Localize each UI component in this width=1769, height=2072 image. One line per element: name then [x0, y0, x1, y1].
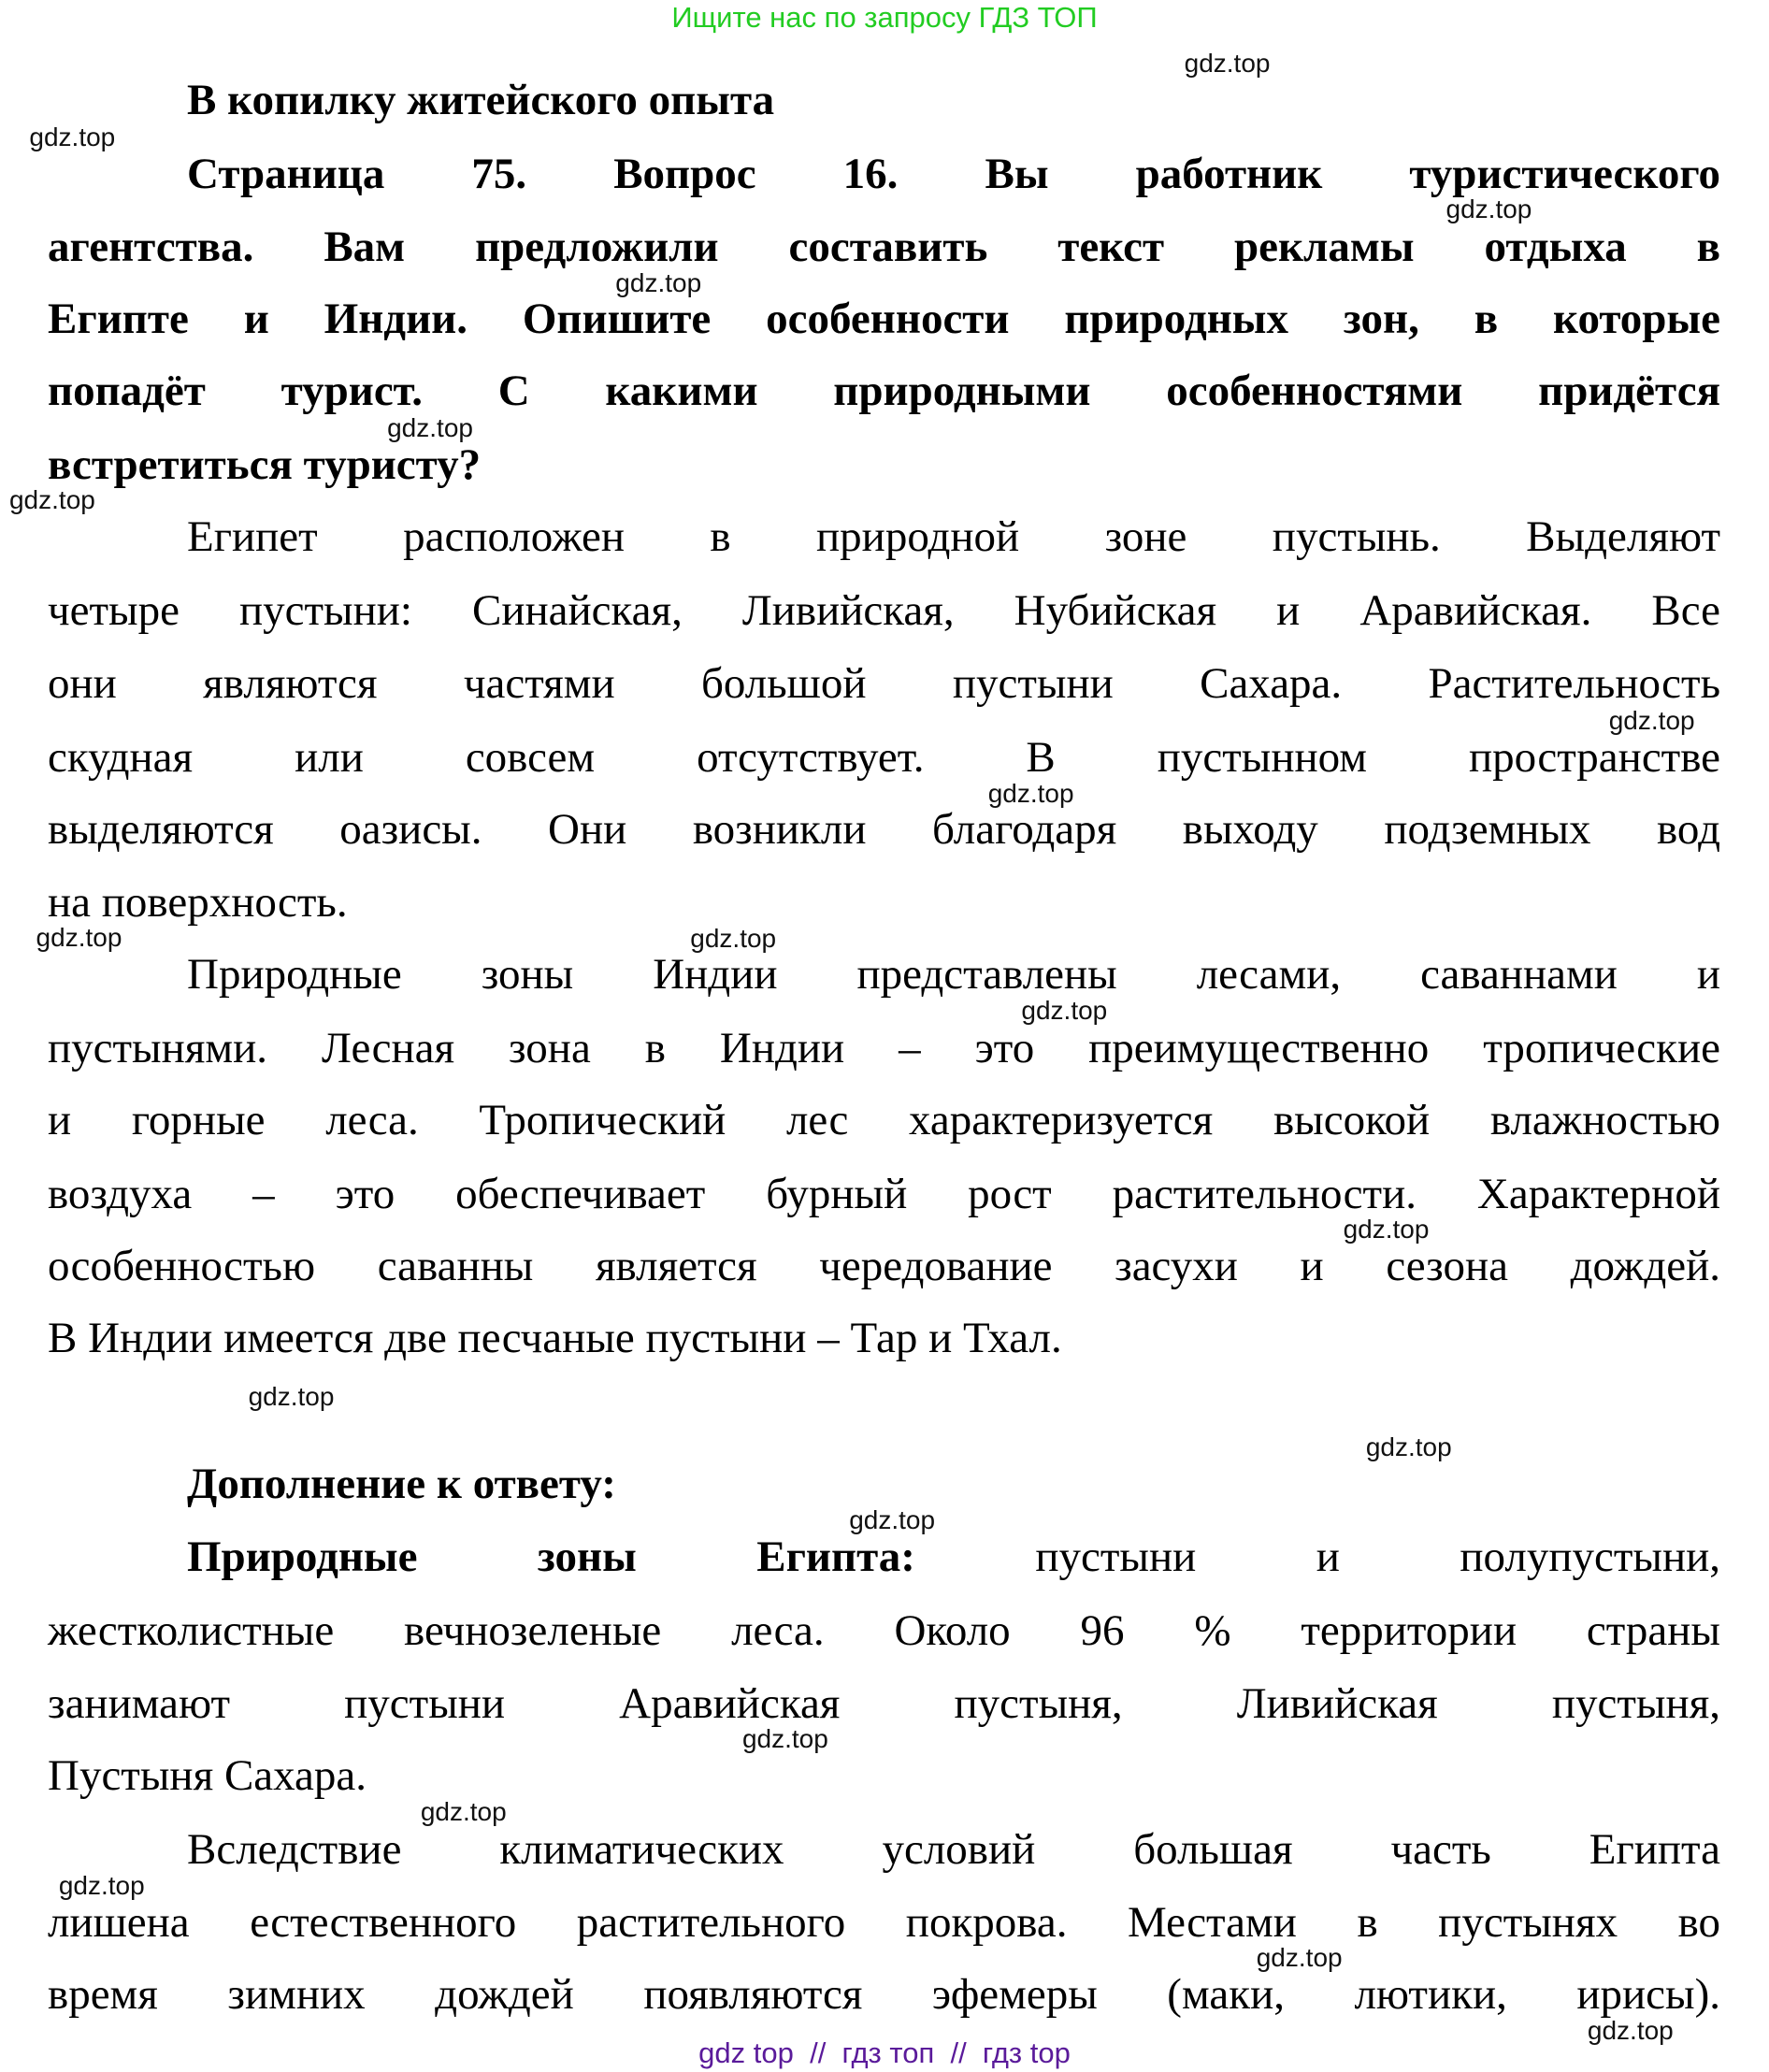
text-line — [187, 76, 1720, 125]
watermark: gdz.top — [849, 1504, 936, 1534]
text: скудная или совсем отсутствует. В пустынном пространстве — [48, 732, 1720, 782]
text-line — [48, 585, 1720, 635]
watermark: gdz.top — [29, 122, 116, 151]
watermark: gdz.top — [36, 923, 122, 953]
text-line — [48, 1970, 1720, 2020]
text-line — [187, 1532, 1721, 1582]
text: и горные леса. Тропический лес характеризуется высокой влажностью — [48, 1096, 1720, 1145]
watermark: gdz.top — [1256, 1943, 1343, 1973]
text-line — [48, 878, 1720, 928]
watermark: gdz.top — [1184, 49, 1271, 79]
text-line — [187, 1461, 1720, 1506]
text: занимают пустыни Аравийская пустыня, Ливийская пустыня, — [48, 1679, 1720, 1729]
text: особенностью саванны является чередование засухи и сезона дождей. — [48, 1241, 1720, 1290]
text-line — [48, 1605, 1720, 1655]
watermark: gdz.top — [1021, 995, 1108, 1025]
text: время зимних дождей появляются эфемеры (маки, лютики, ирисы). — [48, 1970, 1720, 2020]
text: воздуха – это обеспечивает бурный рост растительности. Характерной — [48, 1169, 1720, 1218]
text-line — [48, 804, 1720, 854]
watermark: gdz.top — [387, 413, 473, 443]
text-line — [48, 1679, 1720, 1729]
text: жестколистные вечнозеленые леса. Около 96 % территории страны — [48, 1605, 1720, 1655]
text: на поверхность. — [48, 878, 348, 928]
text: лишена естественного растительного покрова. Местами в пустынях во — [48, 1898, 1720, 1948]
text-line — [48, 1751, 1720, 1801]
text: Египет расположен в природной зоне пустынь. Выделяют — [187, 512, 1720, 562]
text-line — [48, 1098, 1720, 1143]
watermark: gdz.top — [420, 1796, 507, 1826]
bold-text: встретиться туристу? — [48, 439, 482, 489]
text-line — [48, 1023, 1720, 1072]
watermark: gdz.top — [690, 924, 777, 954]
text: четыре пустыни: Синайская, Ливийская, Нубийская и Аравийская. Все — [48, 585, 1720, 635]
bold-text: Природные зоны Египта: — [187, 1532, 1036, 1582]
bottom-banner[interactable]: gdz top // гдз топ // гдз top — [698, 2036, 1071, 2069]
bold-text: Дополнение к ответу: — [187, 1459, 616, 1508]
text: Вследствие климатических условий большая часть Египта — [187, 1824, 1720, 1874]
watermark: gdz.top — [1445, 194, 1532, 224]
text-line — [187, 950, 1720, 1000]
text: пустынями. Лесная зона в Индии – это преимущественно тропические — [48, 1023, 1720, 1072]
watermark: gdz.top — [1343, 1215, 1430, 1245]
bold-text: попадёт турист. С какими природными особенностями придётся — [48, 367, 1720, 416]
text: Пустыня Сахара. — [48, 1751, 367, 1801]
text-line — [48, 223, 1720, 272]
watermark: gdz.top — [8, 485, 95, 515]
text-line — [48, 732, 1720, 782]
text: они являются частями большой пустыни Сахара. Растительность — [48, 659, 1720, 709]
text-line — [48, 1898, 1720, 1948]
watermark: gdz.top — [58, 1870, 145, 1900]
text: В Индии имеется две песчаные пустыни – Тар и Тхал. — [48, 1313, 1062, 1362]
watermark: gdz.top — [987, 778, 1074, 808]
watermark: gdz.top — [248, 1381, 335, 1411]
text: выделяются оазисы. Они возникли благодаря выходу подземных вод — [48, 804, 1720, 854]
top-banner: Ищите нас по запросу ГДЗ ТОП — [671, 1, 1098, 34]
text-line — [48, 295, 1720, 344]
text-line — [48, 1241, 1720, 1290]
watermark: gdz.top — [1587, 2016, 1674, 2046]
watermark: gdz.top — [1365, 1432, 1452, 1461]
text-line — [48, 1313, 1720, 1362]
text-line — [48, 439, 1720, 489]
text-line — [48, 659, 1720, 709]
text: Природные зоны Индии представлены лесами, саваннами и — [187, 950, 1720, 1000]
bold-text: Египте и Индии. Опишите особенности природных зон, в которые — [48, 295, 1720, 344]
bold-text: Страница 75. Вопрос 16. Вы работник туристического — [187, 149, 1720, 198]
text-line — [187, 151, 1720, 196]
bold-text: В копилку житейского опыта — [187, 76, 775, 125]
text-line — [48, 367, 1720, 416]
bold-text: агентства. Вам предложили составить текст рекламы отдыха в — [48, 223, 1720, 272]
watermark: gdz.top — [615, 268, 702, 298]
text-line — [48, 1169, 1720, 1218]
text-line — [187, 1824, 1720, 1874]
watermark: gdz.top — [741, 1724, 828, 1754]
text: пустыни и полупустыни, — [1035, 1532, 1721, 1582]
watermark: gdz.top — [1608, 706, 1695, 736]
text-line — [187, 512, 1720, 562]
